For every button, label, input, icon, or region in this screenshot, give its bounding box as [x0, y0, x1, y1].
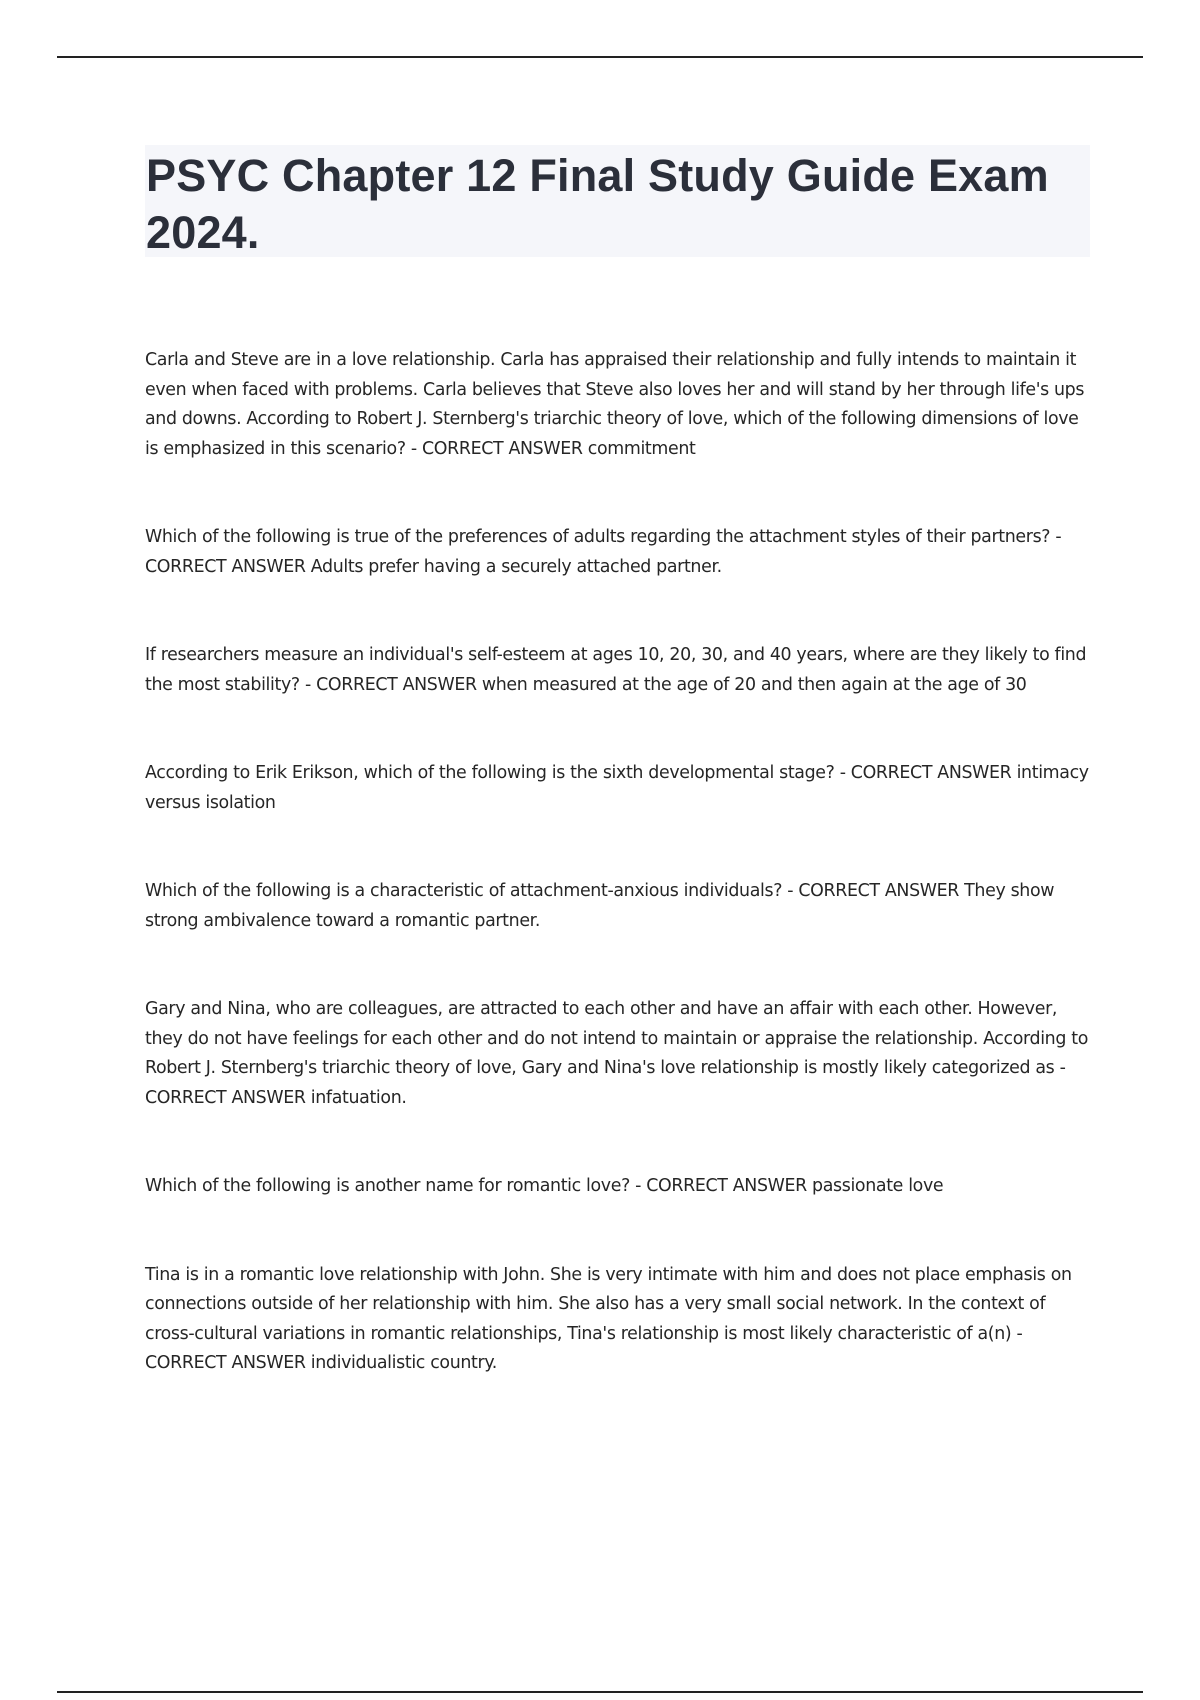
question-item: Which of the following is another name for romantic love? - CORRECT ANSWER passionate love	[145, 1176, 944, 1196]
question-item: Tina is in a romantic love relationship with John. She is very intimate with him and does not place emphasis on connections outside of her relationship with him. She also has a very small social network. In the context of cross-cultural variations in romantic relationships, Tina's relationship is most likely characteristic of a(n) - CORRECT ANSWER individualistic country.	[145, 1264, 1072, 1373]
question-item: Which of the following is true of the preferences of adults regarding the attachment styles of their partners? - CORRECT ANSWER Adults prefer having a securely attached partner.	[145, 527, 1062, 577]
document-title: PSYC Chapter 12 Final Study Guide Exam 2024.	[146, 150, 1049, 258]
question-item: Which of the following is a characteristic of attachment-anxious individuals? - CORRECT ANSWER They show strong ambivalence toward a romantic partner.	[145, 881, 1055, 931]
question-list	[145, 346, 1090, 1379]
bottom-rule	[57, 1691, 1143, 1693]
question-item: According to Erik Erikson, which of the following is the sixth developmental stage? - CORRECT ANSWER intimacy versus isolation	[145, 763, 1089, 813]
question-item: Gary and Nina, who are colleagues, are attracted to each other and have an affair with each other. However, they do not have feelings for each other and do not intend to maintain or appraise the relationship. According to Robert J. Sternberg's triarchic theory of love, Gary and Nina's love relationship is mostly likely categorized as - CORRECT ANSWER infatuation.	[145, 999, 1088, 1108]
question-item: Carla and Steve are in a love relationship. Carla has appraised their relationship and fully intends to maintain it even when faced with problems. Carla believes that Steve also loves her and will stand by her through life's ups and downs. According to Robert J. Sternberg's triarchic theory of love, which of the following dimensions of love is emphasized in this scenario? - CORRECT ANSWER commitment	[145, 350, 1085, 459]
question-item: If researchers measure an individual's self-esteem at ages 10, 20, 30, and 40 years, where are they likely to find the most stability? - CORRECT ANSWER when measured at the age of 20 and then again at the age of 30	[145, 645, 1087, 695]
top-rule	[57, 56, 1143, 58]
title-block	[145, 145, 1090, 257]
